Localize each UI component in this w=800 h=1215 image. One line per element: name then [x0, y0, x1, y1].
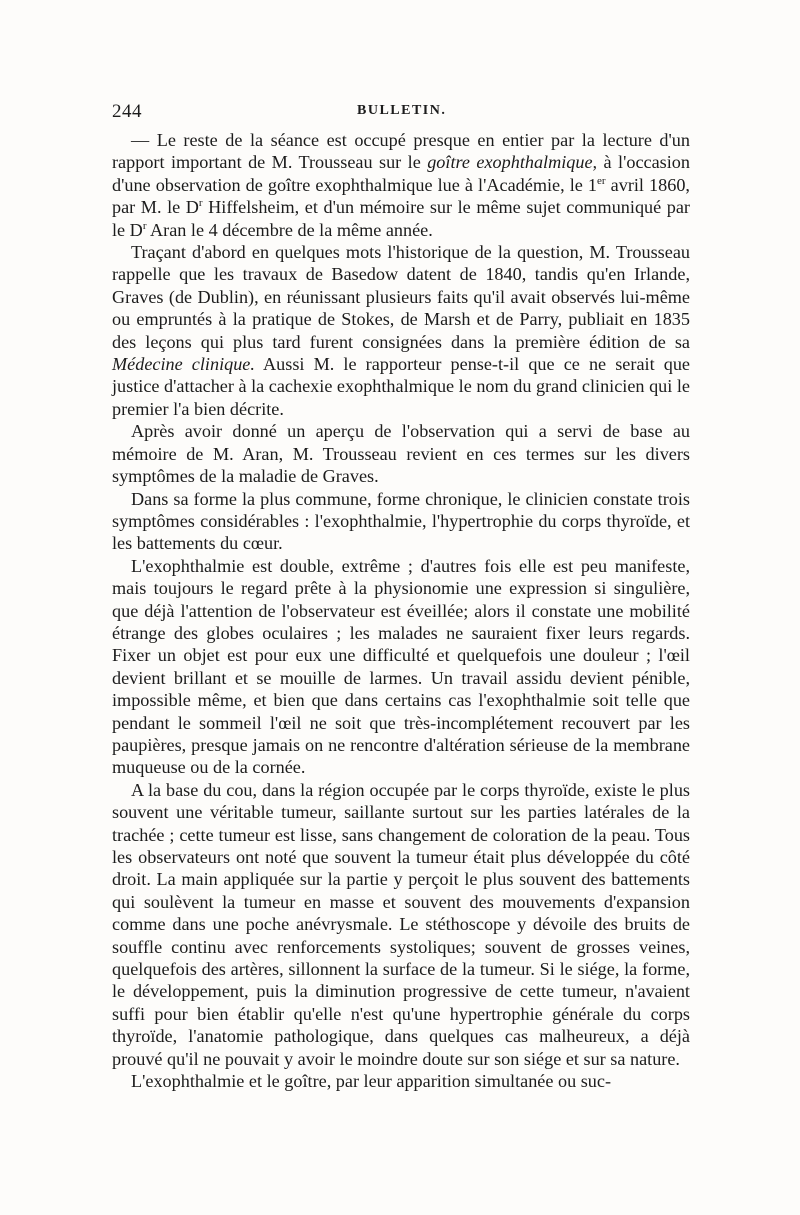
paragraph-observation: Après avoir donné un aperçu de l'observation qui a servi de base au mémoire de M. Aran, M. Trousseau revient en ces termes sur les divers symptômes de la maladie de Graves. [112, 421, 690, 487]
paragraph-goitre: A la base du cou, dans la région occupée par le corps thyroïde, existe le plus souvent une véritable tumeur, saillante surtout sur les parties latérales de la trachée ; cette tumeur est lisse, sans changement de coloration de la peau. Tous les observateurs ont noté que souvent la tumeur était plus développée du côté droit. La main appliquée sur la partie y perçoit le plus souvent des battements qui soulèvent la tumeur en masse et souvent des mouvements d'expansion comme dans une poche anévrysmale. Le stéthoscope y dévoile des bruits de souffle continu avec renforcements systoliques; souvent de grosses veines, quelquefois des artères, sillonnent la surface de la tumeur. Si le siége, la forme, le développement, puis la diminution progressive de cette tumeur, n'avaient suffi pour bien établir qu'elle n'est qu'une hypertrophie générale du corps thyroïde, l'anatomie pathologique, dans quelques cas malheureux, a déjà prouvé qu'il ne pouvait y avoir le moindre doute sur son siége et sur sa nature. [112, 779, 690, 1069]
paragraph-history: Traçant d'abord en quelques mots l'historique de la question, M. Trousseau rappelle que les travaux de Basedow datent de 1840, tandis qu'en Irlande, Graves (de Dublin), en réunissant plusieurs faits qu'il avait observés lui-même ou empruntés à la pratique de Stokes, de Marsh et de Parry, publiait en 1835 des leçons qui plus tard furent consignées dans la première édition de sa Médecine clinique. Aussi M. le rapporteur pense-t-il que ce ne serait que justice d'attacher à la cachexie exophthalmique le nom du grand clinicien qui le premier l'a bien décrite. [112, 242, 690, 419]
paragraph-report-intro: — Le reste de la séance est occupé presque en entier par la lecture d'un rapport important de M. Trousseau sur le goître exophthalmique, à l'occasion d'une observation de goître exophthalmique lue à l'Académie, le 1er avril 1860, par M. le $D^r$ Hiffelsheim, et d'un mémoire sur le même sujet communiqué par le $D^r$ Aran le 4 décembre de la même année. [112, 130, 690, 240]
italic-title-medecine: Médecine clinique. [112, 354, 255, 375]
italic-title-goitre: goître exophthalmique, [427, 152, 598, 173]
body-text [112, 129, 690, 1092]
paragraph-symptoms: Dans sa forme la plus commune, forme chronique, le clinicien constate trois symptômes considérables : l'exophthalmie, l'hypertrophie du corps thyroïde, et les battements du cœur. [112, 488, 690, 554]
page-number: 244 [112, 101, 142, 122]
paragraph-exophthalmia: L'exophthalmie est double, extrême ; d'autres fois elle est peu manifeste, mais toujours le regard prête à la physionomie une expression si singulière, que déjà l'attention de l'observateur est éveillée; alors il constate une mobilité étrange des globes oculaires ; les malades ne sauraient fixer leurs regards. Fixer un objet est pour eux une difficulté et quelquefois une douleur ; l'œil devient brillant et se mouille de larmes. Un travail assidu devient pénible, impossible même, et bien que dans certains cas l'exophthalmie soit telle que pendant le sommeil l'œil ne soit que très-incomplétement recouvert par les paupières, presque jamais on ne rencontre d'altération sérieuse de la membrane muqueuse ou de la cornée. [112, 555, 690, 778]
paragraph-continuation: L'exophthalmie et le goître, par leur apparition simultanée ou suc- [131, 1071, 612, 1092]
running-head: BULLETIN. [357, 103, 447, 118]
page-header [112, 101, 690, 127]
